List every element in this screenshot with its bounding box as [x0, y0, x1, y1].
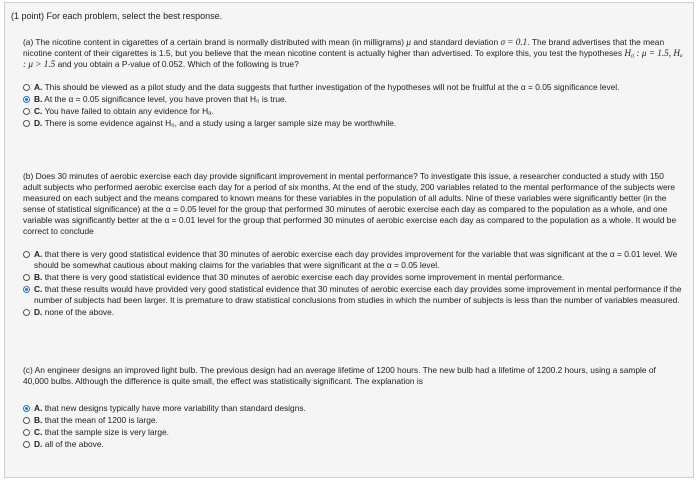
- option-b-B[interactable]: [23, 272, 683, 283]
- problem-a-options: [23, 82, 683, 129]
- option-letter: D.: [34, 118, 43, 128]
- option-c-A[interactable]: [23, 403, 683, 414]
- option-text: that the mean of 1200 is large.: [44, 415, 158, 425]
- option-letter: B.: [34, 415, 43, 425]
- radio-button[interactable]: [23, 251, 30, 258]
- option-letter: B.: [34, 94, 43, 104]
- option-letter: D.: [34, 307, 43, 317]
- radio-button[interactable]: [23, 274, 30, 281]
- problem-c: [23, 365, 683, 451]
- option-letter: C.: [34, 427, 43, 437]
- hypotheses-equation: H₀ : μ = 1.5, Hₐ : μ > 1.5: [23, 48, 683, 69]
- radio-button[interactable]: [23, 429, 30, 436]
- option-a-B[interactable]: [23, 94, 683, 105]
- radio-button[interactable]: [23, 108, 30, 115]
- option-c-B[interactable]: [23, 415, 683, 426]
- option-letter: D.: [34, 439, 43, 449]
- radio-button-selected[interactable]: [23, 286, 30, 293]
- option-text: At the α = 0.05 significance level, you have proven that H₀ is true.: [44, 94, 287, 104]
- radio-button[interactable]: [23, 84, 30, 91]
- option-b-D[interactable]: [23, 307, 683, 318]
- radio-button[interactable]: [23, 441, 30, 448]
- radio-button[interactable]: [23, 309, 30, 316]
- option-letter: A.: [34, 249, 43, 259]
- option-letter: B.: [34, 272, 43, 282]
- sigma-equation: σ = 0.1: [500, 37, 528, 47]
- option-a-D[interactable]: [23, 118, 683, 129]
- problem-b: [23, 171, 683, 319]
- problem-page: [4, 2, 694, 478]
- option-text: that there is very good statistical evidence that 30 minutes of aerobic exercise each day provides improvement for the variable that was significant at the α = 0.01 level. We should be somewhat cautious about making claims for the variables that were significant at the α = 0.05 level.: [34, 249, 678, 270]
- option-text: You have failed to obtain any evidence for Hₐ.: [44, 106, 214, 116]
- option-letter: C.: [34, 284, 43, 294]
- problem-a-text-3: . The brand advertises that the mean nicotine content of their cigarettes is 1.5, but you believe that the mean nicotine content is actually higher than advertised. To explore this, you test the hypotheses: [23, 37, 665, 58]
- option-text: all of the above.: [44, 439, 104, 449]
- option-text: There is some evidence against H₀, and a study using a larger sample size may be worthwhile.: [44, 118, 397, 128]
- option-b-A[interactable]: [23, 249, 683, 271]
- option-text: that these results would have provided very good statistical evidence that 30 minutes of aerobic exercise each day provides some improvement in mental performance if the number of subjects had been larger. It is premature to draw statistical conclusions from studies in which the number of subjects is less than the number of variables measured.: [34, 284, 682, 305]
- radio-button-selected[interactable]: [23, 96, 30, 103]
- option-letter: A.: [34, 82, 43, 92]
- option-text: that new designs typically have more variability than standard designs.: [44, 403, 306, 413]
- problem-header: (1 point) For each problem, select the best response.: [11, 11, 223, 21]
- option-text: that there is very good statistical evidence that 30 minutes of aerobic exercise each day provides some improvement in mental performance.: [44, 272, 565, 282]
- problem-a: [23, 37, 683, 130]
- option-c-D[interactable]: [23, 439, 683, 450]
- mu-symbol: μ: [406, 37, 412, 47]
- problem-b-question: (b) Does 30 minutes of aerobic exercise each day provide significant improvement in mental performance? To investigate this issue, a researcher conducted a study with 150 adult subjects who performed aerobic exercise each day for a period of six months. At the end of the study, 200 variables related to the mental performance of the subjects were measured on each subject and the means compared to known means for these variables in the population of all adults. Nine of these variables were significantly better (in the sense of statistical significance) at the α = 0.05 level for the group that performed 30 minutes of aerobic exercise each day as compared to the population as a whole, and one variable was significantly better at the α = 0.01 level for the group that performed 30 minutes of aerobic exercise each day as compared to the population as a whole. It would be correct to conclude: [23, 171, 677, 236]
- option-text: that the sample size is very large.: [44, 427, 169, 437]
- option-letter: C.: [34, 106, 43, 116]
- radio-button[interactable]: [23, 120, 30, 127]
- problem-a-text-1: (a) The nicotine content in cigarettes of a certain brand is normally distributed with mean (in milligrams): [23, 37, 407, 47]
- problem-a-text-4: and you obtain a P-value of 0.052. Which of the following is true?: [55, 59, 299, 69]
- option-letter: A.: [34, 403, 43, 413]
- option-a-C[interactable]: [23, 106, 683, 117]
- option-text: none of the above.: [44, 307, 115, 317]
- problem-c-question: (c) An engineer designs an improved light bulb. The previous design had an average lifetime of 1200 hours. The new bulb had a lifetime of 1200.2 hours, using a sample of 40,000 bulbs. Although the difference is quite small, the effect was statistically significant. The explanation is: [23, 365, 656, 386]
- problem-a-text-2: and standard deviation: [411, 37, 501, 47]
- radio-button-selected[interactable]: [23, 405, 30, 412]
- radio-button[interactable]: [23, 417, 30, 424]
- problem-a-question: [23, 37, 683, 70]
- option-text: This should be viewed as a pilot study and the data suggests that further investigation of the hypotheses will not be fruitful at the α = 0.05 significance level.: [44, 82, 620, 92]
- problem-b-options: [23, 249, 683, 318]
- problem-c-options: [23, 403, 683, 450]
- option-b-C[interactable]: [23, 284, 683, 306]
- option-c-C[interactable]: [23, 427, 683, 438]
- option-a-A[interactable]: [23, 82, 683, 93]
